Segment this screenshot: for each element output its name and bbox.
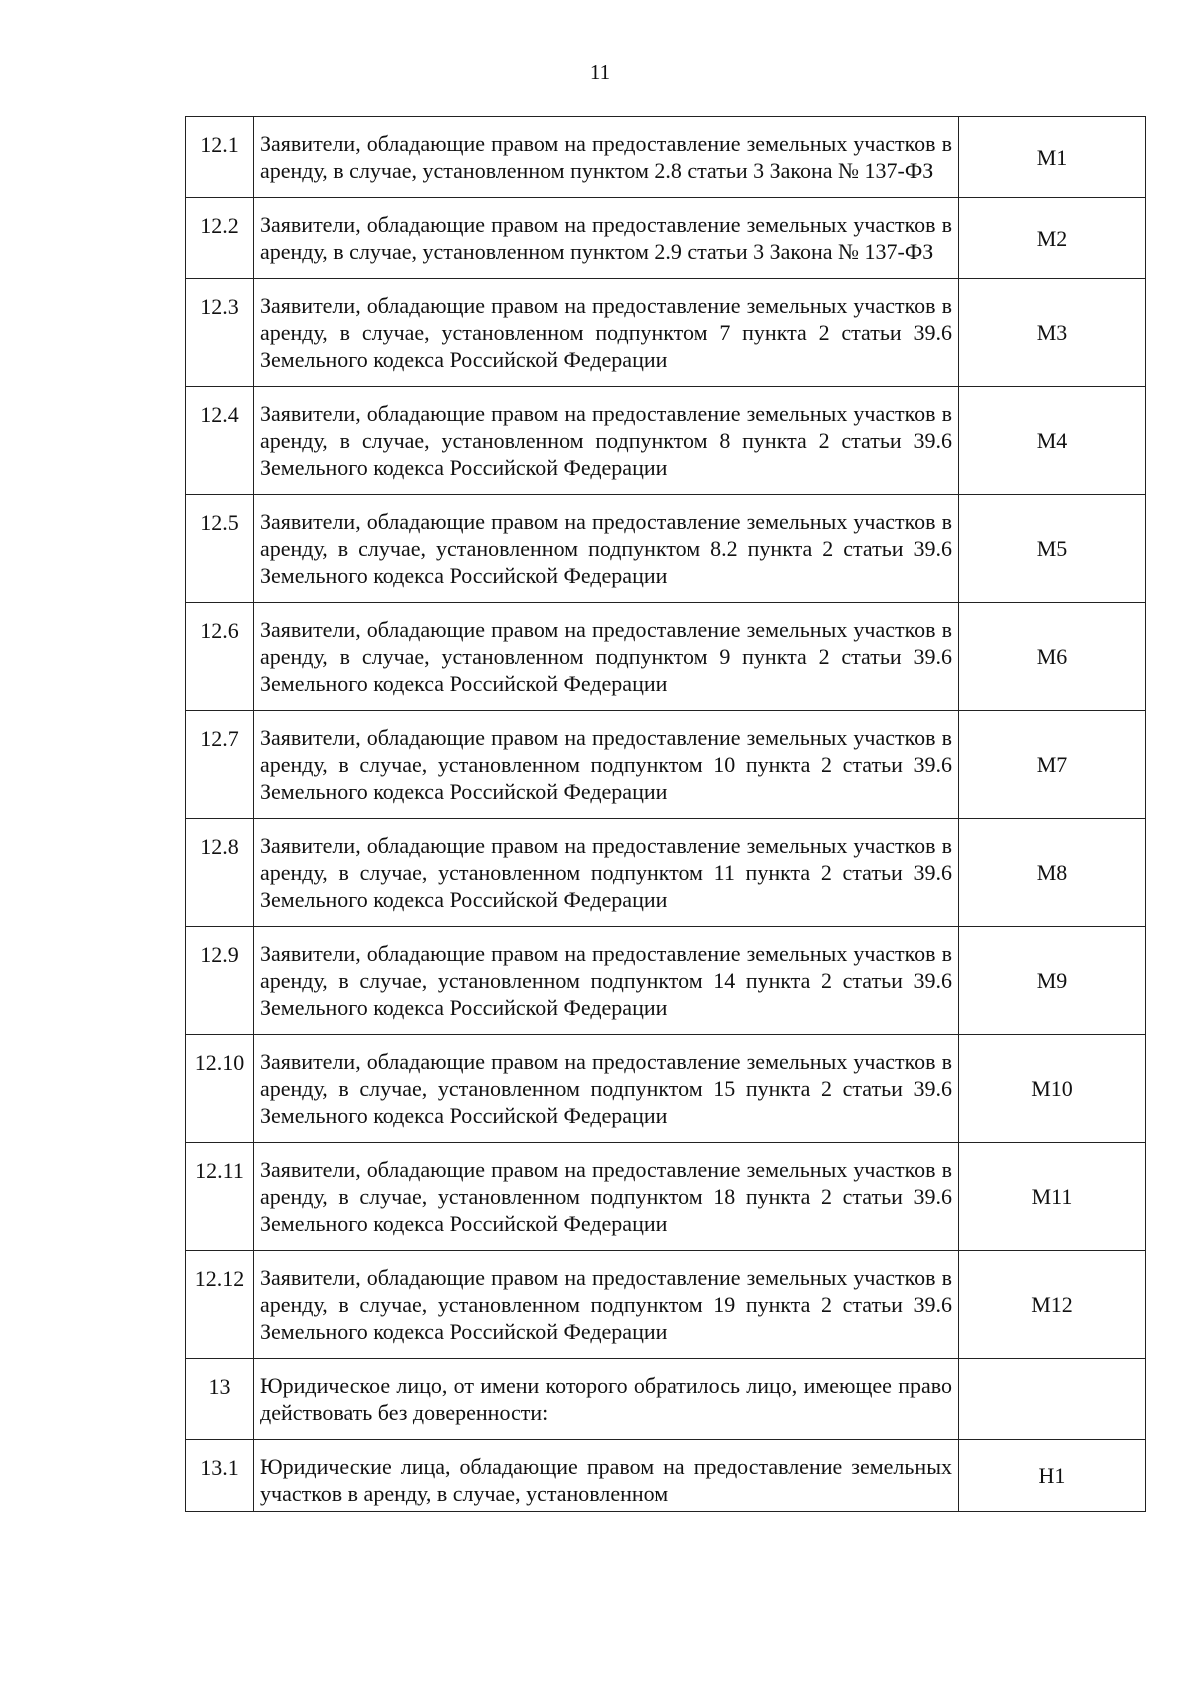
table-row	[186, 198, 1146, 279]
row-number: 12.10	[186, 1035, 254, 1143]
row-description: Заявители, обладающие правом на предоставление земельных участков в аренду, в случае, установленном пунктом 2.8 статьи 3 Закона № 137-ФЗ	[254, 117, 959, 198]
row-number: 13.1	[186, 1440, 254, 1512]
row-code: М1	[959, 117, 1146, 198]
table-row	[186, 603, 1146, 711]
table-row	[186, 1440, 1146, 1512]
row-number: 12.8	[186, 819, 254, 927]
row-number: 12.7	[186, 711, 254, 819]
row-code: М3	[959, 279, 1146, 387]
table-row	[186, 387, 1146, 495]
row-description: Заявители, обладающие правом на предоставление земельных участков в аренду, в случае, установленном подпунктом 18 пункта 2 статьи 39.6 Земельного кодекса Российской Федерации	[254, 1143, 959, 1251]
row-number: 12.12	[186, 1251, 254, 1359]
row-number: 12.6	[186, 603, 254, 711]
table-row	[186, 1251, 1146, 1359]
row-description: Юридическое лицо, от имени которого обратилось лицо, имеющее право действовать без доверенности:	[254, 1359, 959, 1440]
row-code: М6	[959, 603, 1146, 711]
row-code: М9	[959, 927, 1146, 1035]
row-number: 12.5	[186, 495, 254, 603]
row-description: Юридические лица, обладающие правом на предоставление земельных участков в аренду, в случае, установленном	[254, 1440, 959, 1512]
row-code: М11	[959, 1143, 1146, 1251]
row-number: 12.2	[186, 198, 254, 279]
table-row	[186, 495, 1146, 603]
row-description: Заявители, обладающие правом на предоставление земельных участков в аренду, в случае, установленном подпунктом 11 пункта 2 статьи 39.6 Земельного кодекса Российской Федерации	[254, 819, 959, 927]
row-number: 12.3	[186, 279, 254, 387]
table-row	[186, 1359, 1146, 1440]
row-code: М10	[959, 1035, 1146, 1143]
row-code	[959, 1359, 1146, 1440]
page-number: 11	[589, 60, 611, 84]
row-description: Заявители, обладающие правом на предоставление земельных участков в аренду, в случае, установленном подпунктом 14 пункта 2 статьи 39.6 Земельного кодекса Российской Федерации	[254, 927, 959, 1035]
row-code: М7	[959, 711, 1146, 819]
row-description: Заявители, обладающие правом на предоставление земельных участков в аренду, в случае, установленном подпунктом 10 пункта 2 статьи 39.6 Земельного кодекса Российской Федерации	[254, 711, 959, 819]
row-number: 12.9	[186, 927, 254, 1035]
row-description: Заявители, обладающие правом на предоставление земельных участков в аренду, в случае, установленном подпунктом 9 пункта 2 статьи 39.6 Земельного кодекса Российской Федерации	[254, 603, 959, 711]
table-row	[186, 117, 1146, 198]
row-description: Заявители, обладающие правом на предоставление земельных участков в аренду, в случае, установленном подпунктом 15 пункта 2 статьи 39.6 Земельного кодекса Российской Федерации	[254, 1035, 959, 1143]
row-number: 12.4	[186, 387, 254, 495]
row-code: М5	[959, 495, 1146, 603]
table-row	[186, 927, 1146, 1035]
table-row	[186, 279, 1146, 387]
row-code: Н1	[959, 1440, 1146, 1512]
row-code: М12	[959, 1251, 1146, 1359]
row-number: 12.1	[186, 117, 254, 198]
table-row	[186, 1035, 1146, 1143]
row-code: М2	[959, 198, 1146, 279]
row-code: М4	[959, 387, 1146, 495]
row-description: Заявители, обладающие правом на предоставление земельных участков в аренду, в случае, установленном пунктом 2.9 статьи 3 Закона № 137-ФЗ	[254, 198, 959, 279]
row-number: 12.11	[186, 1143, 254, 1251]
row-description: Заявители, обладающие правом на предоставление земельных участков в аренду, в случае, установленном подпунктом 7 пункта 2 статьи 39.6 Земельного кодекса Российской Федерации	[254, 279, 959, 387]
applicant-codes-table	[185, 116, 1146, 1512]
row-description: Заявители, обладающие правом на предоставление земельных участков в аренду, в случае, установленном подпунктом 8 пункта 2 статьи 39.6 Земельного кодекса Российской Федерации	[254, 387, 959, 495]
table-row	[186, 711, 1146, 819]
table-row	[186, 1143, 1146, 1251]
row-description: Заявители, обладающие правом на предоставление земельных участков в аренду, в случае, установленном подпунктом 8.2 пункта 2 статьи 39.6 Земельного кодекса Российской Федерации	[254, 495, 959, 603]
row-code: М8	[959, 819, 1146, 927]
table-row	[186, 819, 1146, 927]
row-number: 13	[186, 1359, 254, 1440]
row-description: Заявители, обладающие правом на предоставление земельных участков в аренду, в случае, установленном подпунктом 19 пункта 2 статьи 39.6 Земельного кодекса Российской Федерации	[254, 1251, 959, 1359]
